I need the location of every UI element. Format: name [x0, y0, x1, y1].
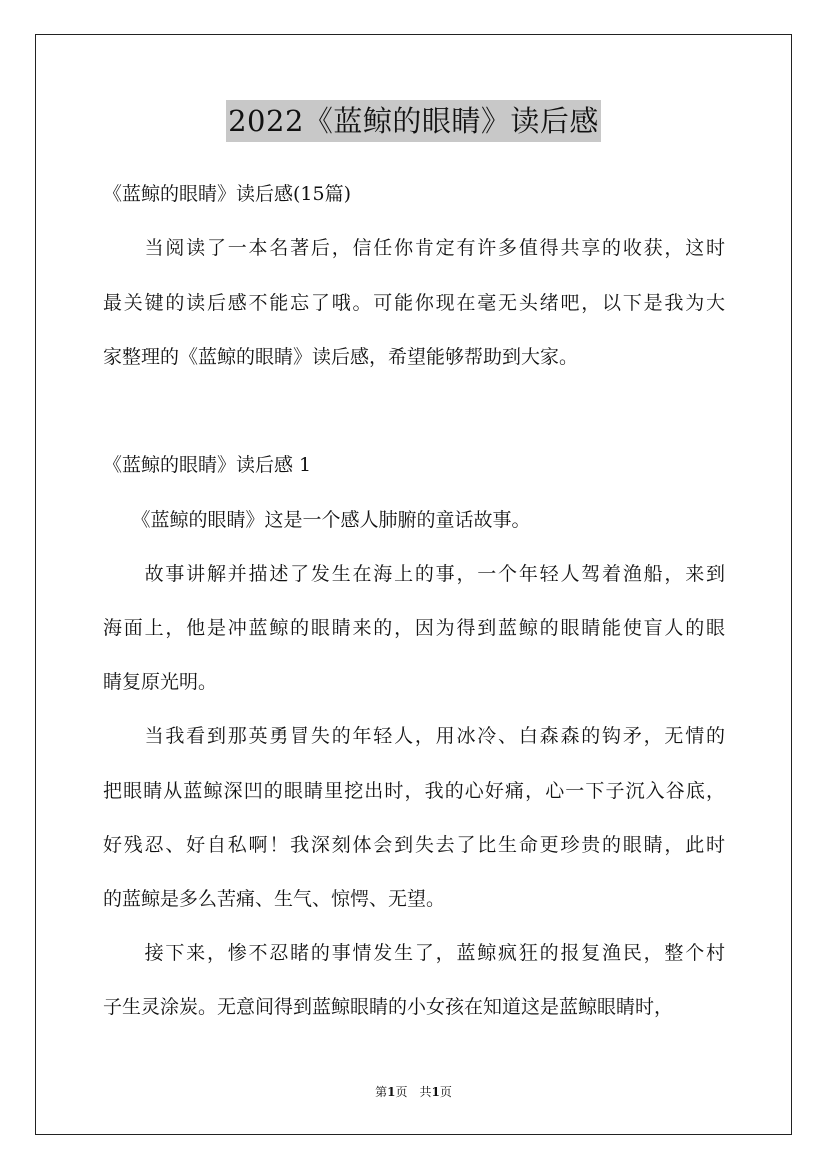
body-line-4: 睛复原光明。: [103, 671, 218, 693]
page-footer: [0, 1084, 827, 1100]
body-line-7: 好残忍、好自私啊！我深刻体会到失去了比生命更珍贵的眼睛，此时: [103, 834, 725, 856]
footer-page-total: 1: [431, 1085, 440, 1099]
document-subtitle: 《蓝鲸的眼睛》读后感(15篇): [103, 183, 352, 205]
footer-page-prefix: 第: [375, 1085, 388, 1099]
intro-line-2: 最关键的读后感不能忘了哦。可能你现在毫无头绪吧，以下是我为大: [103, 292, 725, 314]
intro-line-3: 家整理的《蓝鲸的眼睛》读后感，希望能够帮助到大家。: [103, 346, 579, 368]
body-line-2: 故事讲解并描述了发生在海上的事，一个年轻人驾着渔船，来到: [103, 563, 725, 585]
footer-page-number: 1: [387, 1085, 396, 1099]
title-wrap: [0, 100, 827, 142]
body-line-10: 子生灵涂炭。无意间得到蓝鲸眼睛的小女孩在知道这是蓝鲸眼睛时，: [103, 996, 674, 1018]
body-line-3: 海面上，他是冲蓝鲸的眼睛来的，因为得到蓝鲸的眼睛能使盲人的眼: [103, 617, 725, 639]
body-line-8: 的蓝鲸是多么苦痛、生气、惊愕、无望。: [103, 888, 446, 910]
body-line-5: 当我看到那英勇冒失的年轻人，用冰冷、白森森的钩矛，无情的: [103, 725, 725, 747]
body-line-6: 把眼睛从蓝鲸深凹的眼睛里挖出时，我的心好痛，心一下子沉入谷底，: [103, 780, 725, 802]
section-heading: 《蓝鲸的眼睛》读后感 1: [103, 454, 312, 476]
intro-line-1: 当阅读了一本名著后，信任你肯定有许多值得共享的收获，这时: [103, 237, 725, 259]
body-line-9: 接下来，惨不忍睹的事情发生了，蓝鲸疯狂的报复渔民，整个村: [103, 942, 725, 964]
body-line-1: 《蓝鲸的眼睛》这是一个感人肺腑的童话故事。: [103, 509, 531, 531]
footer-page-mid: 页 共: [395, 1085, 432, 1099]
document-title: 2022《蓝鲸的眼睛》读后感: [226, 100, 601, 142]
footer-page-suffix: 页: [439, 1085, 452, 1099]
